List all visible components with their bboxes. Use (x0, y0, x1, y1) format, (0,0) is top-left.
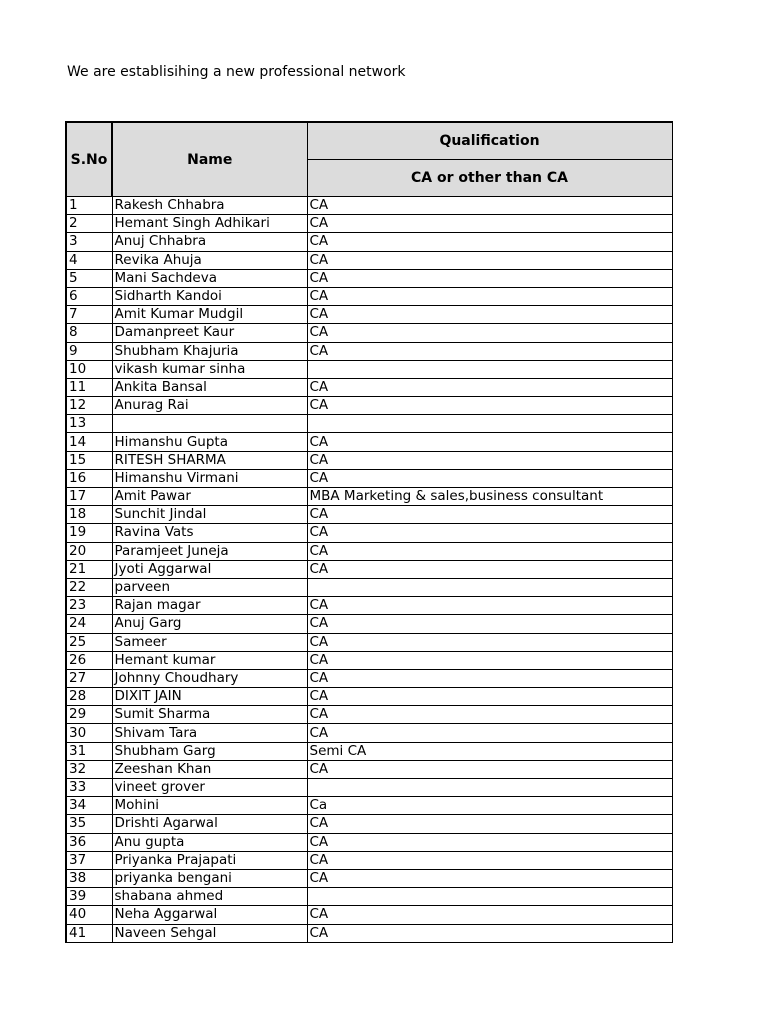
name-cell: Himanshu Gupta (112, 433, 307, 451)
name-cell: Johnny Choudhary (112, 669, 307, 687)
table-row (66, 488, 672, 506)
name-cell: Priyanka Prajapati (112, 851, 307, 869)
name-cell: priyanka bengani (112, 869, 307, 887)
qualification-cell (307, 415, 672, 433)
qualification-cell: CA (307, 433, 672, 451)
sno-cell: 21 (66, 560, 112, 578)
sno-cell: 15 (66, 451, 112, 469)
sno-cell: 5 (66, 269, 112, 287)
qualification-cell: CA (307, 287, 672, 305)
name-cell: Anuj Chhabra (112, 233, 307, 251)
sno-cell: 16 (66, 469, 112, 487)
table-row (66, 633, 672, 651)
name-cell: Jyoti Aggarwal (112, 560, 307, 578)
name-cell: shabana ahmed (112, 888, 307, 906)
table-row (66, 469, 672, 487)
sno-cell: 10 (66, 360, 112, 378)
name-cell: Zeeshan Khan (112, 760, 307, 778)
sno-cell: 32 (66, 760, 112, 778)
qualification-cell: CA (307, 306, 672, 324)
sno-cell: 29 (66, 706, 112, 724)
qualification-cell: CA (307, 342, 672, 360)
table-row (66, 888, 672, 906)
sno-cell: 8 (66, 324, 112, 342)
qualification-cell: CA (307, 633, 672, 651)
name-cell: Mohini (112, 797, 307, 815)
qualification-cell: MBA Marketing & sales,business consultant (307, 488, 672, 506)
table-row (66, 742, 672, 760)
qualification-cell: CA (307, 451, 672, 469)
table-row (66, 669, 672, 687)
name-cell: vineet grover (112, 779, 307, 797)
qualification-cell: CA (307, 324, 672, 342)
sno-cell: 28 (66, 688, 112, 706)
qualification-cell: CA (307, 397, 672, 415)
table-row (66, 342, 672, 360)
table-row (66, 360, 672, 378)
qualification-cell: CA (307, 869, 672, 887)
sno-cell: 7 (66, 306, 112, 324)
sno-cell: 40 (66, 906, 112, 924)
sno-cell: 6 (66, 287, 112, 305)
sno-cell: 38 (66, 869, 112, 887)
sno-cell: 37 (66, 851, 112, 869)
qualification-cell: CA (307, 560, 672, 578)
table-row (66, 815, 672, 833)
qualification-cell: CA (307, 251, 672, 269)
sno-cell: 9 (66, 342, 112, 360)
sno-cell: 20 (66, 542, 112, 560)
sno-cell: 33 (66, 779, 112, 797)
qualification-cell: CA (307, 378, 672, 396)
table-row (66, 924, 672, 942)
table-row (66, 797, 672, 815)
table-row (66, 287, 672, 305)
sno-cell: 2 (66, 215, 112, 233)
qualification-cell (307, 360, 672, 378)
table-row (66, 324, 672, 342)
qualification-cell: CA (307, 597, 672, 615)
table-row (66, 397, 672, 415)
qualification-cell: CA (307, 760, 672, 778)
table-row (66, 269, 672, 287)
name-cell: Sameer (112, 633, 307, 651)
name-cell: Ravina Vats (112, 524, 307, 542)
table-row (66, 506, 672, 524)
name-cell: Sidharth Kandoi (112, 287, 307, 305)
name-cell: Ankita Bansal (112, 378, 307, 396)
sno-cell: 23 (66, 597, 112, 615)
qualification-cell (307, 888, 672, 906)
table-row (66, 306, 672, 324)
qualification-cell: Semi CA (307, 742, 672, 760)
page-title: We are establisihing a new professional network (67, 64, 406, 80)
qualification-cell: CA (307, 924, 672, 942)
qualification-cell: CA (307, 615, 672, 633)
column-header-qualification: Qualification (307, 122, 672, 160)
sno-cell: 35 (66, 815, 112, 833)
name-cell: Anurag Rai (112, 397, 307, 415)
sno-cell: 11 (66, 378, 112, 396)
name-cell: Anuj Garg (112, 615, 307, 633)
name-cell: Sunchit Jindal (112, 506, 307, 524)
sno-cell: 27 (66, 669, 112, 687)
qualification-cell: CA (307, 469, 672, 487)
name-cell: Hemant Singh Adhikari (112, 215, 307, 233)
column-header-sno: S.No (66, 122, 112, 197)
qualification-cell: CA (307, 906, 672, 924)
sno-cell: 4 (66, 251, 112, 269)
sno-cell: 39 (66, 888, 112, 906)
name-cell: Rajan magar (112, 597, 307, 615)
sno-cell: 36 (66, 833, 112, 851)
name-cell: Revika Ahuja (112, 251, 307, 269)
table-row (66, 251, 672, 269)
sno-cell: 19 (66, 524, 112, 542)
column-subheader-qualification: CA or other than CA (307, 160, 672, 197)
table-row (66, 615, 672, 633)
qualification-cell: CA (307, 197, 672, 215)
name-cell: vikash kumar sinha (112, 360, 307, 378)
table-row (66, 415, 672, 433)
sno-cell: 13 (66, 415, 112, 433)
sno-cell: 1 (66, 197, 112, 215)
qualification-cell: CA (307, 215, 672, 233)
table-row (66, 688, 672, 706)
sno-cell: 12 (66, 397, 112, 415)
table-row (66, 597, 672, 615)
sno-cell: 31 (66, 742, 112, 760)
name-cell: Shivam Tara (112, 724, 307, 742)
name-cell: Damanpreet Kaur (112, 324, 307, 342)
qualification-cell: CA (307, 833, 672, 851)
table-row (66, 779, 672, 797)
table-row (66, 760, 672, 778)
name-cell: Neha Aggarwal (112, 906, 307, 924)
qualification-cell (307, 779, 672, 797)
qualification-cell: CA (307, 851, 672, 869)
qualification-cell: CA (307, 506, 672, 524)
table-row (66, 197, 672, 215)
name-cell: parveen (112, 578, 307, 596)
sno-cell: 41 (66, 924, 112, 942)
table-row (66, 524, 672, 542)
table-row (66, 433, 672, 451)
name-cell: Sumit Sharma (112, 706, 307, 724)
sno-cell: 30 (66, 724, 112, 742)
table-row (66, 215, 672, 233)
qualification-cell: CA (307, 524, 672, 542)
table-row (66, 451, 672, 469)
qualification-cell (307, 578, 672, 596)
qualification-cell: CA (307, 269, 672, 287)
table-row (66, 378, 672, 396)
sno-cell: 22 (66, 578, 112, 596)
table-row (66, 869, 672, 887)
qualification-cell: CA (307, 651, 672, 669)
name-cell: Paramjeet Juneja (112, 542, 307, 560)
sno-cell: 18 (66, 506, 112, 524)
qualification-cell: CA (307, 233, 672, 251)
table-body (66, 197, 672, 943)
name-cell (112, 415, 307, 433)
table-header (66, 122, 672, 197)
sno-cell: 26 (66, 651, 112, 669)
qualification-cell: Ca (307, 797, 672, 815)
name-cell: Shubham Garg (112, 742, 307, 760)
name-cell: DIXIT JAIN (112, 688, 307, 706)
qualification-cell: CA (307, 688, 672, 706)
qualification-cell: CA (307, 706, 672, 724)
name-cell: Naveen Sehgal (112, 924, 307, 942)
qualification-cell: CA (307, 815, 672, 833)
sno-cell: 25 (66, 633, 112, 651)
name-cell: Mani Sachdeva (112, 269, 307, 287)
table-row (66, 706, 672, 724)
sno-cell: 24 (66, 615, 112, 633)
sno-cell: 17 (66, 488, 112, 506)
sno-cell: 3 (66, 233, 112, 251)
table-row (66, 851, 672, 869)
name-cell: Drishti Agarwal (112, 815, 307, 833)
table-row (66, 651, 672, 669)
name-cell: Hemant kumar (112, 651, 307, 669)
table-row (66, 233, 672, 251)
qualification-cell: CA (307, 542, 672, 560)
name-cell: Himanshu Virmani (112, 469, 307, 487)
sno-cell: 14 (66, 433, 112, 451)
name-cell: Anu gupta (112, 833, 307, 851)
name-cell: Rakesh Chhabra (112, 197, 307, 215)
name-cell: RITESH SHARMA (112, 451, 307, 469)
network-table (65, 121, 673, 943)
table-row (66, 833, 672, 851)
sno-cell: 34 (66, 797, 112, 815)
column-header-name: Name (112, 122, 307, 197)
table-row (66, 724, 672, 742)
table-row (66, 542, 672, 560)
table-row (66, 578, 672, 596)
qualification-cell: CA (307, 724, 672, 742)
qualification-cell: CA (307, 669, 672, 687)
table-row (66, 906, 672, 924)
table-row (66, 560, 672, 578)
name-cell: Amit Kumar Mudgil (112, 306, 307, 324)
name-cell: Shubham Khajuria (112, 342, 307, 360)
name-cell: Amit Pawar (112, 488, 307, 506)
